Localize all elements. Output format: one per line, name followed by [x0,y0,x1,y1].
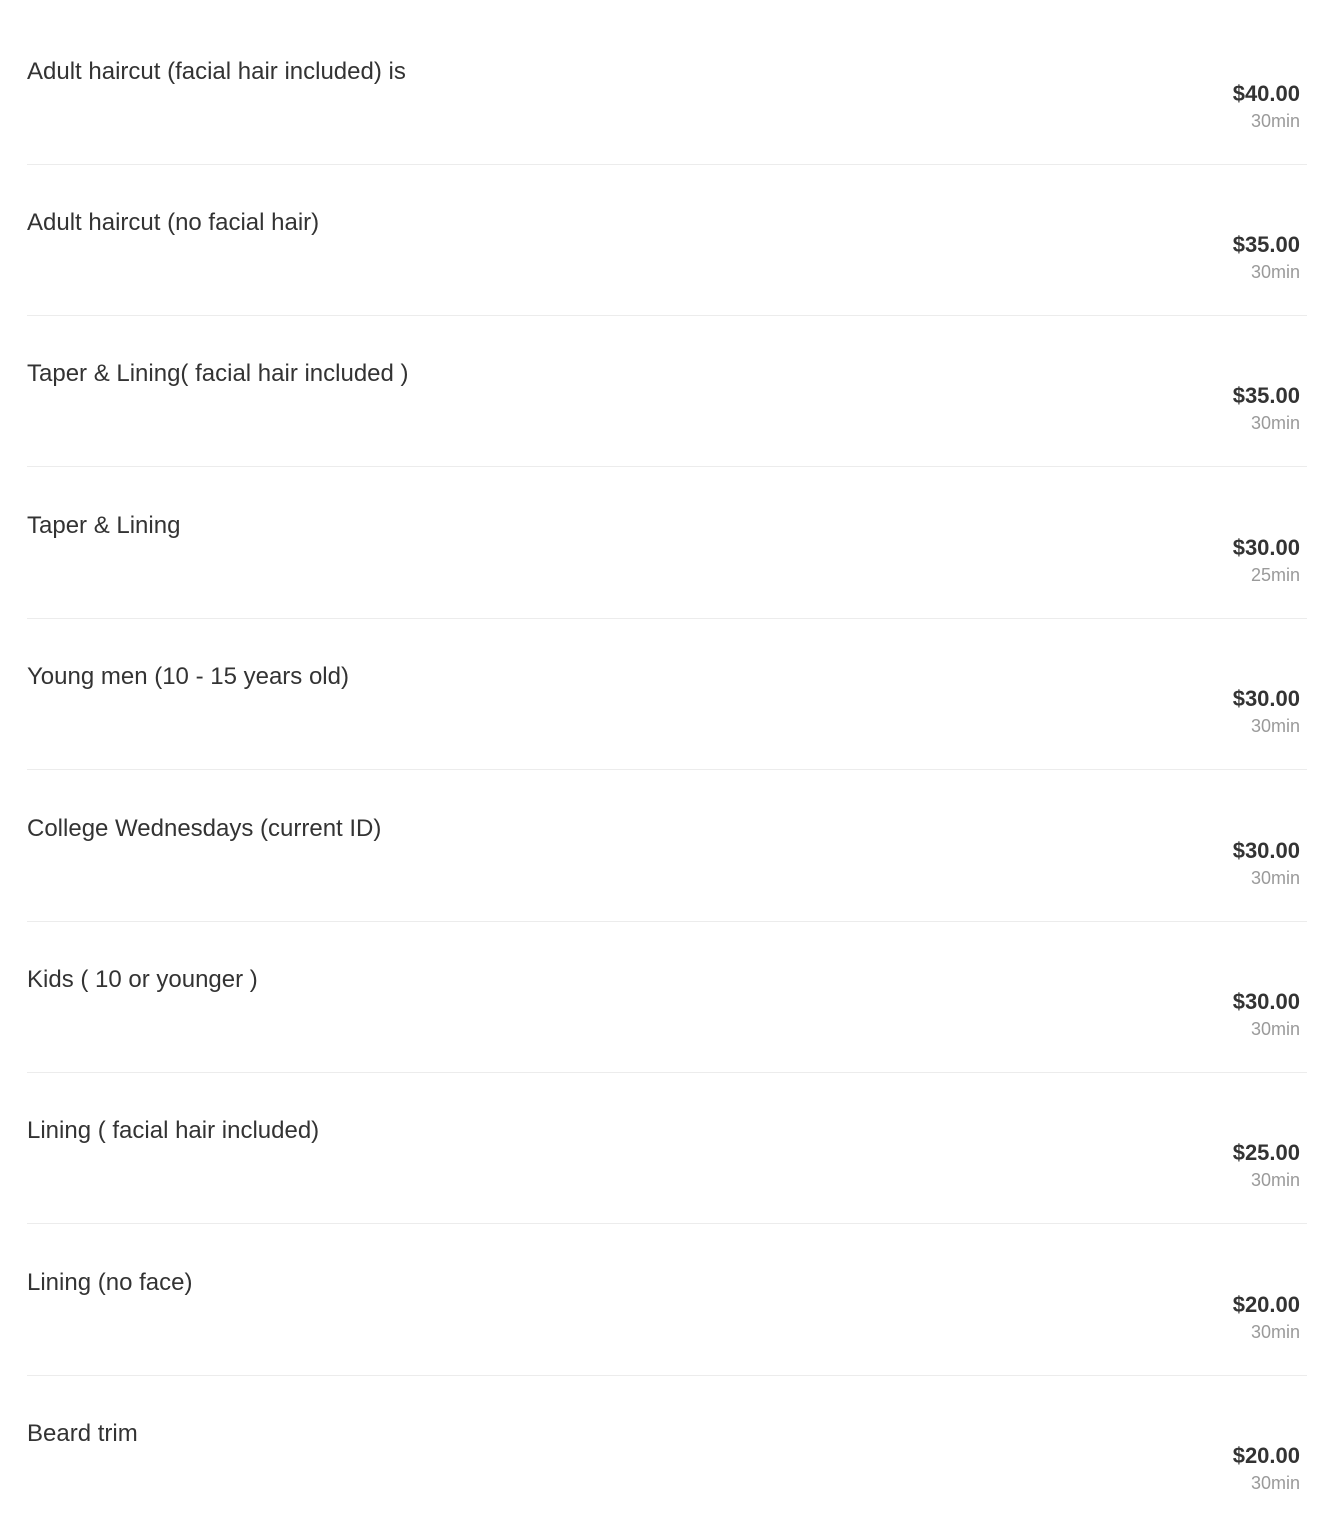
service-name: Taper & Lining( facial hair included ) [27,360,409,387]
service-name: Young men (10 - 15 years old) [27,663,349,690]
service-name: Lining (no face) [27,1269,193,1296]
service-row[interactable] [27,1225,1307,1376]
service-row[interactable] [27,14,1307,165]
service-name: Taper & Lining [27,512,181,539]
service-row[interactable] [27,1376,1307,1527]
service-row[interactable] [27,316,1307,467]
service-duration: 30min [1250,716,1300,736]
service-price: $30.00 [1232,535,1300,560]
service-duration: 25min [1250,565,1300,585]
service-row[interactable] [27,1073,1307,1224]
service-price: $25.00 [1232,1140,1300,1165]
service-name: College Wednesdays (current ID) [27,815,382,842]
service-duration: 30min [1250,1019,1300,1039]
service-name: Adult haircut (facial hair included) is [27,58,406,85]
service-price: $35.00 [1232,232,1300,257]
service-name: Beard trim [27,1420,138,1447]
service-duration: 30min [1250,262,1300,282]
service-price: $30.00 [1232,989,1300,1014]
service-name: Lining ( facial hair included) [27,1117,320,1144]
service-row[interactable] [27,771,1307,922]
service-row[interactable] [27,468,1307,619]
service-price: $35.00 [1232,383,1300,408]
service-duration: 30min [1250,413,1300,433]
service-duration: 30min [1250,868,1300,888]
service-price: $30.00 [1232,838,1300,863]
service-duration: 30min [1250,111,1300,131]
service-row[interactable] [27,619,1307,770]
service-name: Kids ( 10 or younger ) [27,966,258,993]
service-price: $20.00 [1232,1292,1300,1317]
service-duration: 30min [1250,1322,1300,1342]
service-price: $20.00 [1232,1443,1300,1468]
service-price: $40.00 [1232,81,1300,106]
service-row[interactable] [27,922,1307,1073]
service-row[interactable] [27,165,1307,316]
service-name: Adult haircut (no facial hair) [27,209,320,236]
service-duration: 30min [1250,1473,1300,1493]
service-price: $30.00 [1232,686,1300,711]
service-duration: 30min [1250,1170,1300,1190]
